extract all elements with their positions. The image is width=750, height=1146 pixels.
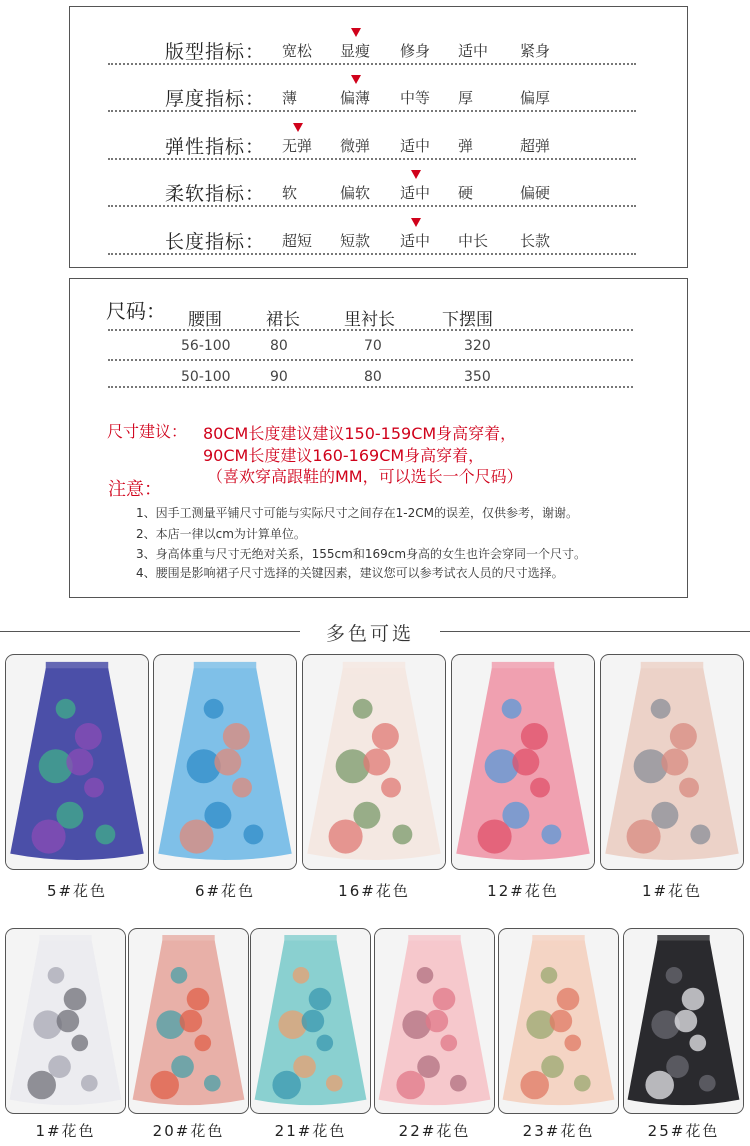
- indicator-option: 偏厚: [520, 89, 551, 107]
- size-suggestion-line: 80CM长度建议建议150-159CM身高穿着，: [203, 424, 517, 443]
- color-thumbnail[interactable]: [498, 928, 619, 1114]
- color-thumbnail[interactable]: [302, 654, 446, 870]
- note-item: 1、因手工测量平铺尺寸可能与实际尺寸之间存在1-2CM的误差，仅供参考，谢谢。: [136, 506, 578, 520]
- skirt-image: [6, 655, 148, 869]
- size-cell: 80: [364, 369, 382, 385]
- indicator-option: 适中: [458, 42, 489, 60]
- divider: [108, 386, 633, 388]
- skirt-image: [154, 655, 296, 869]
- color-thumbnail[interactable]: [128, 928, 249, 1114]
- skirt-image: [375, 929, 494, 1113]
- indicator-option: 短款: [340, 232, 371, 250]
- indicator-option: 修身: [400, 42, 431, 60]
- indicator-label: 版型指标：: [165, 41, 266, 63]
- color-caption: 16#花色: [338, 882, 410, 900]
- indicator-option: 显瘦: [340, 42, 371, 60]
- size-header-lining: 里衬长: [344, 310, 395, 330]
- indicator-option: 偏软: [340, 184, 371, 202]
- size-header-hem: 下摆围: [442, 310, 493, 330]
- section-line-left: [0, 631, 300, 632]
- color-caption: 23#花色: [522, 1122, 595, 1140]
- color-thumbnail[interactable]: [451, 654, 595, 870]
- divider: [108, 184, 636, 207]
- note-title: 注意：: [108, 479, 162, 500]
- section-line-right: [440, 631, 750, 632]
- color-caption: 1#花色: [35, 1122, 96, 1140]
- indicator-option: 薄: [282, 89, 298, 107]
- indicator-panel: [69, 6, 688, 268]
- indicator-option: 紧身: [520, 42, 551, 60]
- color-thumbnail[interactable]: [623, 928, 744, 1114]
- size-cell: 90: [270, 369, 288, 385]
- divider: [108, 42, 636, 65]
- color-caption: 22#花色: [398, 1122, 471, 1140]
- color-caption: 5#花色: [46, 882, 108, 900]
- indicator-option: 适中: [400, 232, 431, 250]
- indicator-option: 超短: [282, 232, 313, 250]
- selected-marker-icon: [351, 75, 361, 84]
- indicator-option: 宽松: [282, 42, 313, 60]
- skirt-image: [499, 929, 618, 1113]
- size-suggestion-label: 尺寸建议：: [107, 422, 188, 441]
- indicator-option: 硬: [458, 184, 474, 202]
- selected-marker-icon: [351, 28, 361, 37]
- skirt-image: [601, 655, 743, 869]
- divider: [108, 232, 636, 255]
- indicator-option: 厚: [458, 89, 474, 107]
- skirt-image: [129, 929, 248, 1113]
- note-item: 4、腰围是影响裙子尺寸选择的关键因素，建议您可以参考试衣人员的尺寸选择。: [136, 566, 564, 580]
- skirt-image: [624, 929, 743, 1113]
- divider: [108, 329, 633, 331]
- indicator-label: 长度指标：: [165, 231, 266, 253]
- indicator-option: 适中: [400, 184, 431, 202]
- indicator-option: 无弹: [282, 137, 313, 155]
- divider: [108, 89, 636, 112]
- indicator-option: 偏硬: [520, 184, 551, 202]
- size-cell: 50-100: [181, 369, 231, 385]
- color-thumbnail[interactable]: [5, 654, 149, 870]
- color-caption: 25#花色: [647, 1122, 720, 1140]
- indicator-option: 中等: [400, 89, 431, 107]
- size-cell: 350: [464, 369, 491, 385]
- color-thumbnail[interactable]: [600, 654, 744, 870]
- skirt-image: [6, 929, 125, 1113]
- size-cell: 80: [270, 338, 288, 354]
- divider: [108, 137, 636, 160]
- indicator-label: 弹性指标：: [165, 136, 266, 158]
- size-cell: 70: [364, 338, 382, 354]
- indicator-option: 软: [282, 184, 298, 202]
- colors-section-title: 多色可选: [325, 623, 414, 645]
- size-title: 尺码：: [106, 299, 166, 323]
- indicator-option: 长款: [520, 232, 551, 250]
- skirt-image: [251, 929, 370, 1113]
- color-caption: 6#花色: [194, 882, 256, 900]
- skirt-image: [452, 655, 594, 869]
- color-caption: 20#花色: [152, 1122, 225, 1140]
- color-thumbnail[interactable]: [374, 928, 495, 1114]
- skirt-image: [303, 655, 445, 869]
- selected-marker-icon: [411, 170, 421, 179]
- indicator-option: 适中: [400, 137, 431, 155]
- color-thumbnail[interactable]: [153, 654, 297, 870]
- size-suggestion-line: 90CM长度建议160-169CM身高穿着，: [203, 446, 485, 465]
- note-item: 2、本店一律以cm为计算单位。: [136, 527, 306, 541]
- selected-marker-icon: [293, 123, 303, 132]
- size-cell: 320: [464, 338, 491, 354]
- indicator-label: 厚度指标：: [165, 88, 266, 110]
- size-panel: [69, 278, 688, 598]
- selected-marker-icon: [411, 218, 421, 227]
- size-header-length: 裙长: [266, 310, 300, 330]
- indicator-option: 中长: [458, 232, 489, 250]
- size-cell: 56-100: [181, 338, 231, 354]
- indicator-option: 弹: [458, 137, 474, 155]
- color-caption: 21#花色: [274, 1122, 347, 1140]
- color-thumbnail[interactable]: [250, 928, 371, 1114]
- color-caption: 12#花色: [487, 882, 559, 900]
- indicator-label: 柔软指标：: [165, 183, 266, 205]
- divider: [108, 359, 633, 361]
- color-thumbnail[interactable]: [5, 928, 126, 1114]
- size-header-waist: 腰围: [188, 310, 222, 330]
- indicator-option: 超弹: [520, 137, 551, 155]
- indicator-option: 微弹: [340, 137, 371, 155]
- size-suggestion-line: （喜欢穿高跟鞋的MM，可以选长一个尺码）: [207, 467, 523, 486]
- indicator-option: 偏薄: [340, 89, 371, 107]
- color-caption: 1#花色: [641, 882, 703, 900]
- note-item: 3、身高体重与尺寸无绝对关系，155cm和169cm身高的女生也许会穿同一个尺寸。: [136, 547, 587, 561]
